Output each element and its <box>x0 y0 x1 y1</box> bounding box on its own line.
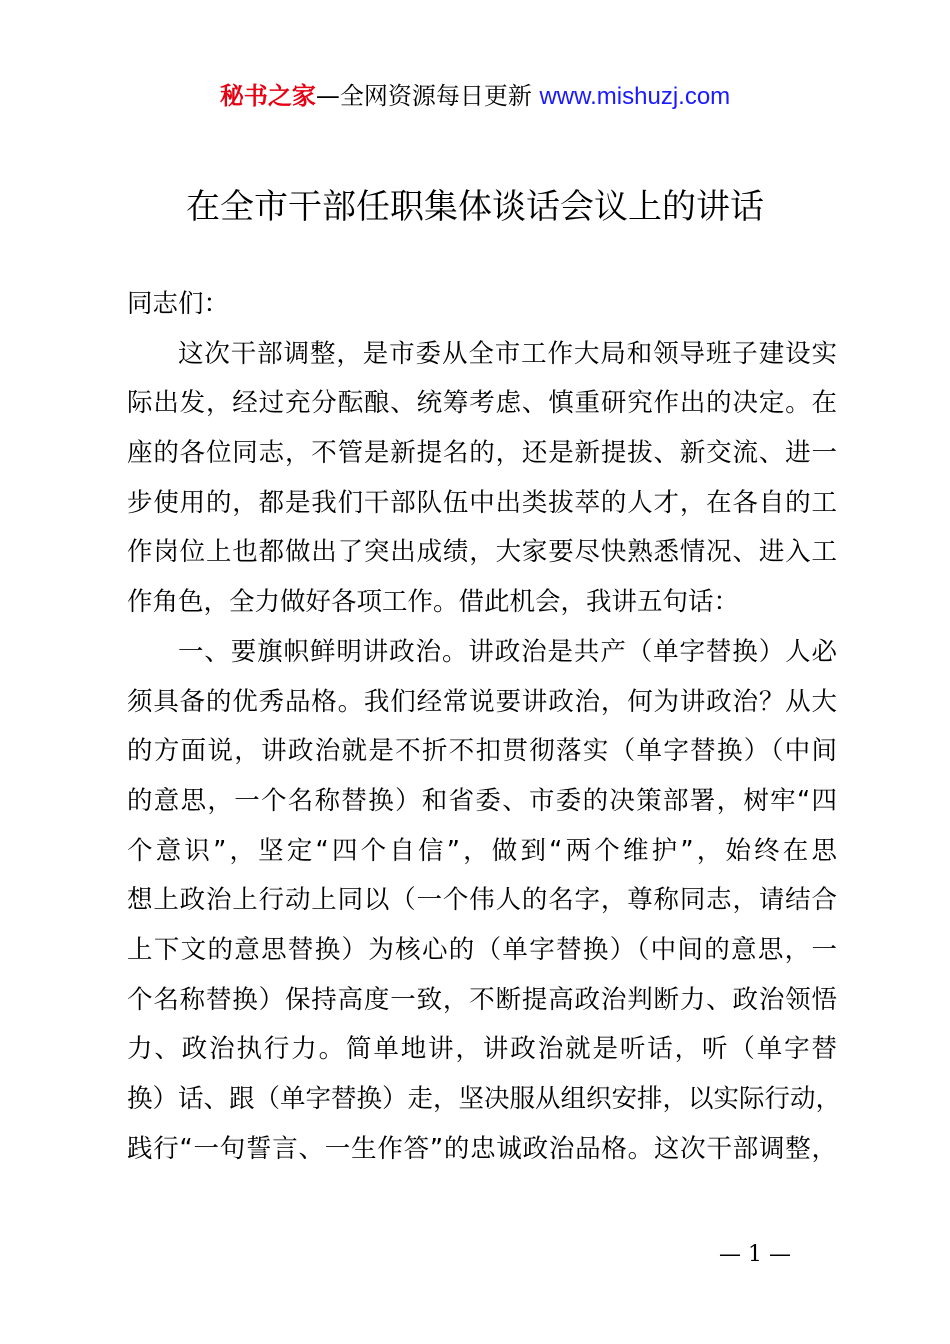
body-line: 须具备的优秀品格。我们经常说要讲政治，何为讲政治？从大 <box>127 686 837 717</box>
body-line: 这次干部调整，是市委从全市工作大局和领导班子建设实 <box>178 338 837 369</box>
body-line: 上下文的意思替换）为核心的（单字替换）（中间的意思，一 <box>127 934 837 965</box>
body-line: 的方面说，讲政治就是不折不扣贯彻落实（单字替换）（中间 <box>127 736 837 767</box>
body-line: 个意识”，坚定“四个自信”，做到“两个维护”，始终在思 <box>127 835 837 866</box>
body-line: 的意思，一个名称替换）和省委、市委的决策部署，树牢“四 <box>127 785 837 816</box>
document-title: 在全市干部任职集体谈话会议上的讲话 <box>186 187 764 227</box>
body-line: 一、要旗帜鲜明讲政治。讲政治是共产（单字替换）人必 <box>178 636 837 667</box>
salutation-line: 同志们： <box>127 289 230 319</box>
document-body <box>127 280 842 1174</box>
site-url-link[interactable]: www.mishuzj.com <box>539 83 731 110</box>
body-line: 步使用的，都是我们干部队伍中出类拔萃的人才，在各自的工 <box>127 487 837 518</box>
body-line: 个名称替换）保持高度一致，不断提高政治判断力、政治领悟 <box>127 984 837 1015</box>
body-line: 座的各位同志，不管是新提名的，还是新提拔、新交流、进一 <box>127 438 837 469</box>
body-line: 换）话、跟（单字替换）走，坚决服从组织安排，以实际行动， <box>127 1084 842 1114</box>
page-number: — 1 — <box>719 1242 791 1267</box>
body-line: 际出发，经过充分酝酿、统筹考虑、慎重研究作出的决定。在 <box>127 388 837 419</box>
body-line: 作岗位上也都做出了突出成绩，大家要尽快熟悉情况、进入工 <box>127 537 837 568</box>
site-slogan: —全网资源每日更新 <box>315 82 540 110</box>
body-line: 力、政治执行力。简单地讲，讲政治就是听话，听（单字替 <box>127 1034 837 1065</box>
body-line: 作角色，全力做好各项工作。借此机会，我讲五句话： <box>127 587 740 618</box>
site-header <box>0 80 950 113</box>
body-line: 践行“一句誓言、一生作答”的忠诚政治品格。这次干部调整， <box>127 1133 837 1164</box>
body-line: 想上政治上行动上同以（一个伟人的名字，尊称同志，请结合 <box>127 885 837 916</box>
site-brand: 秘书之家 <box>219 82 316 110</box>
